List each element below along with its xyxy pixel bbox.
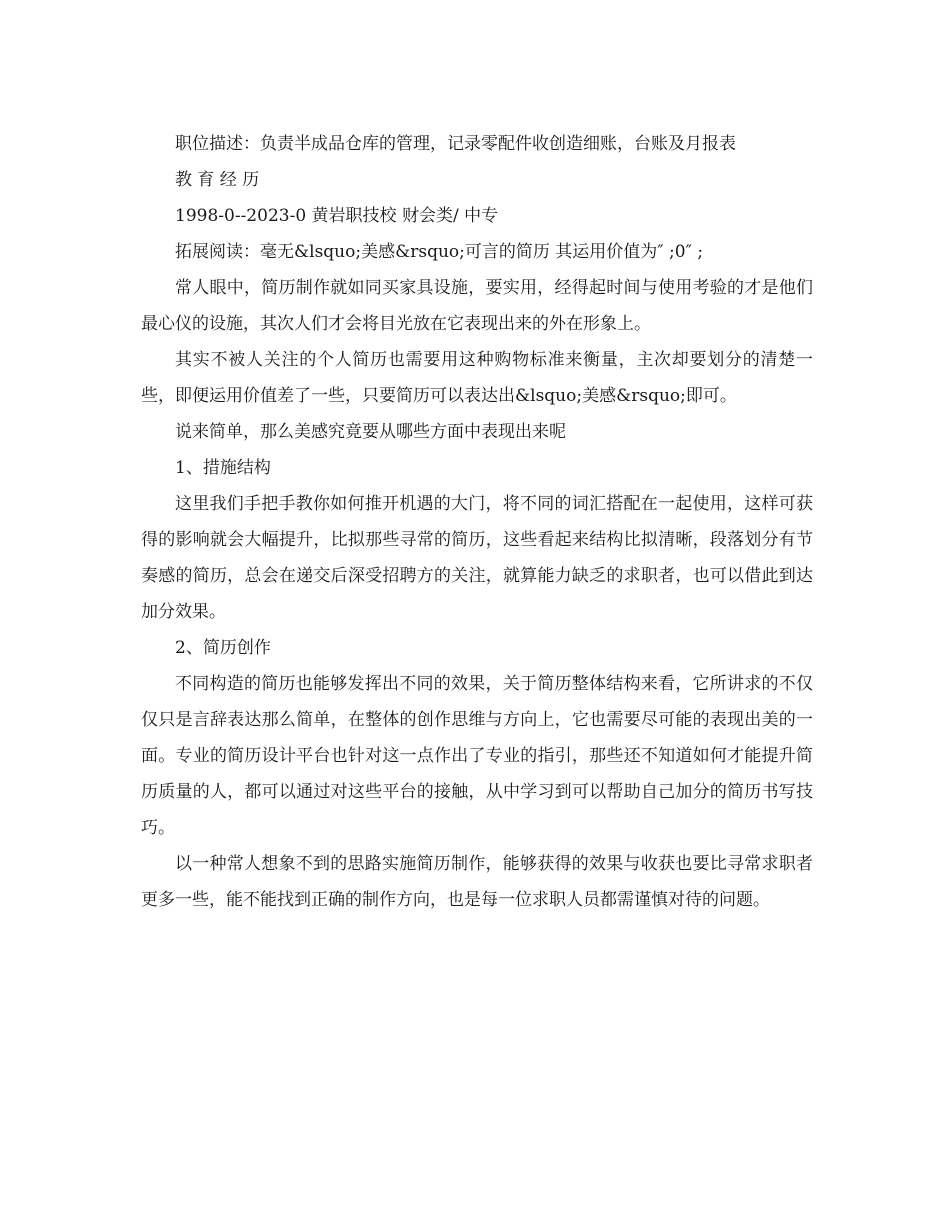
paragraph-structure: 这里我们手把手教你如何推开机遇的大门，将不同的词汇搭配在一起使用，这样可获得的影响就会大幅提升，比拟那些寻常的简历，这些看起来结构比拟清晰，段落划分有节奏感的简历，总会在递交后深受招聘方的关注，就算能力缺乏的求职者，也可以借此到达加分效果。 xyxy=(141,494,813,622)
education-entry: 1998-0--2023-0 黄岩职技校 财会类/ 中专 xyxy=(175,206,499,226)
education-heading: 教 育 经 历 xyxy=(175,170,260,190)
job-description-line: 职位描述：负责半成品仓库的管理，记录零配件收创造细账，台账及月报表 xyxy=(175,134,736,154)
paragraph-conclusion: 以一种常人想象不到的思路实施简历制作，能够获得的效果与收获也要比寻常求职者更多一些，能不能找到正确的制作方向，也是每一位求职人员都需谨慎对待的问题。 xyxy=(141,854,813,910)
paragraph-standard: 其实不被人关注的个人简历也需要用这种购物标准来衡量，主次却要划分的清楚一些，即便运用价值差了一些，只要简历可以表达出&lsquo;美感&rsquo;即可。 xyxy=(141,350,813,406)
section-heading-structure: 1、措施结构 xyxy=(175,458,271,478)
section-heading-creation: 2、简历创作 xyxy=(175,638,271,658)
paragraph-common-view: 常人眼中，简历制作就如同买家具设施，要实用，经得起时间与使用考验的才是他们最心仪的设施，其次人们才会将目光放在它表现出来的外在形象上。 xyxy=(141,278,813,334)
paragraph-question: 说来简单，那么美感究竟要从哪些方面中表现出来呢 xyxy=(175,422,566,442)
extended-reading-line: 拓展阅读：毫无&lsquo;美感&rsquo;可言的简历 其运用价值为″ ;0″ ; xyxy=(175,242,704,262)
paragraph-creation: 不同构造的简历也能够发挥出不同的效果，关于简历整体结构来看，它所讲求的不仅仅只是言辞表达那么简单，在整体的创作思维与方向上，它也需要尽可能的表现出美的一面。专业的简历设计平台也针对这一点作出了专业的指引，那些还不知道如何才能提升简历质量的人，都可以通过对这些平台的接触，从中学习到可以帮助自己加分的简历书写技巧。 xyxy=(141,674,813,838)
document-body xyxy=(141,126,813,918)
